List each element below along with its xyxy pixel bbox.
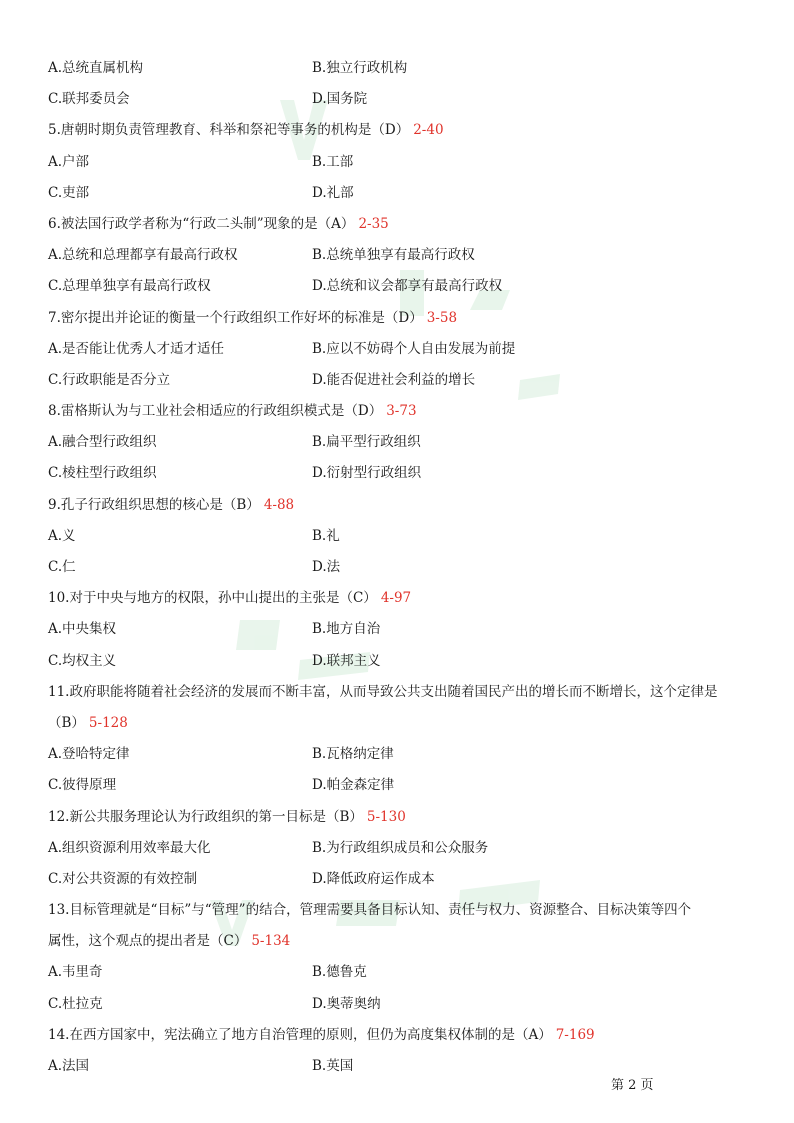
option-right: D.联邦主义 — [312, 652, 381, 669]
option-left: A.总统直属机构 — [48, 60, 144, 76]
option-row — [48, 365, 758, 396]
option-right: D.奥蒂奥纳 — [312, 995, 381, 1012]
question-text: 7.密尔提出并论证的衡量一个行政组织工作好坏的标准是（D） — [48, 309, 423, 326]
option-row — [48, 240, 758, 271]
question-stem — [48, 209, 758, 240]
option-row — [48, 770, 758, 801]
answer-reference: 4-97 — [380, 590, 412, 607]
answer-reference: 5-134 — [251, 933, 291, 950]
option-right: D.总统和议会都享有最高行政权 — [312, 278, 503, 295]
option-row — [48, 957, 758, 988]
question-stem — [48, 677, 758, 708]
option-row — [48, 614, 758, 645]
page-number: 第 2 页 — [611, 1078, 654, 1093]
option-right: B.德鲁克 — [312, 964, 367, 981]
question-text: 10.对于中央与地方的权限，孙中山提出的主张是（C） — [48, 590, 377, 607]
answer-reference: 2-40 — [413, 122, 444, 139]
option-row — [48, 646, 758, 677]
question-stem — [48, 303, 758, 334]
answer-reference: 7-169 — [555, 1026, 595, 1043]
option-right: B.英国 — [312, 1058, 354, 1074]
question-text: 14.在西方国家中，宪法确立了地方自治管理的原则，但仍为高度集权体制的是（A） — [48, 1026, 552, 1043]
question-text: 属性，这个观点的提出者是（C） — [48, 933, 248, 950]
option-right: B.工部 — [312, 153, 354, 170]
option-right: D.衍射型行政组织 — [312, 465, 422, 482]
question-stem — [48, 708, 758, 739]
question-list — [48, 53, 758, 1082]
question-text: 6.被法国行政学者称为“行政二头制”现象的是（A） — [48, 215, 355, 232]
option-row — [48, 739, 758, 770]
question-text: 11.政府职能将随着社会经济的发展而不断丰富，从而导致公共支出随着国民产出的增长而不断增长，这个定律是 — [48, 683, 718, 700]
option-left: A.总统和总理都享有最高行政权 — [48, 247, 238, 264]
option-row — [48, 53, 758, 84]
question-stem — [48, 802, 758, 833]
option-right: B.总统单独享有最高行政权 — [312, 247, 475, 264]
option-left: A.中央集权 — [48, 621, 117, 638]
option-right: B.为行政组织成员和公众服务 — [312, 839, 489, 856]
question-stem — [48, 396, 758, 427]
option-row — [48, 334, 758, 365]
option-left: A.户部 — [48, 153, 90, 170]
option-row — [48, 989, 758, 1020]
answer-reference: 2-35 — [358, 215, 389, 232]
option-left: C.联邦委员会 — [48, 91, 130, 108]
option-row — [48, 427, 758, 458]
question-text: 5.唐朝时期负责管理教育、科举和祭祀等事务的机构是（D） — [48, 122, 410, 139]
answer-reference: 3-58 — [426, 309, 458, 326]
option-left: C.杜拉克 — [48, 995, 103, 1012]
option-right: D.礼部 — [312, 184, 354, 201]
question-text: （B） — [48, 714, 85, 731]
question-stem — [48, 895, 758, 926]
question-stem — [48, 926, 758, 957]
option-left: A.融合型行政组织 — [48, 434, 157, 451]
answer-reference: 5-130 — [366, 808, 406, 825]
question-stem — [48, 490, 758, 521]
option-right: D.降低政府运作成本 — [312, 870, 435, 887]
option-left: C.仁 — [48, 559, 76, 575]
option-row — [48, 84, 758, 115]
option-left: A.登哈特定律 — [48, 746, 130, 763]
option-right: D.法 — [312, 559, 341, 575]
option-left: C.行政职能是否分立 — [48, 371, 171, 388]
question-text: 12.新公共服务理论认为行政组织的第一目标是（B） — [48, 808, 363, 825]
question-stem — [48, 583, 758, 614]
option-row — [48, 147, 758, 178]
option-left: C.均权主义 — [48, 652, 117, 669]
option-left: A.韦里奇 — [48, 964, 103, 981]
option-left: C.彼得原理 — [48, 777, 117, 794]
option-left: A.义 — [48, 527, 76, 544]
option-row — [48, 552, 758, 583]
option-right: D.帕金森定律 — [312, 777, 395, 794]
option-left: A.法国 — [48, 1058, 90, 1074]
option-row — [48, 178, 758, 209]
question-text: 9.孔子行政组织思想的核心是（B） — [48, 496, 260, 513]
option-left: A.是否能让优秀人才适才适任 — [48, 340, 225, 357]
option-row — [48, 521, 758, 552]
option-left: A.组织资源利用效率最大化 — [48, 839, 211, 856]
option-left: C.吏部 — [48, 184, 90, 201]
option-right: D.国务院 — [312, 91, 368, 108]
option-row — [48, 458, 758, 489]
question-stem — [48, 1020, 758, 1051]
question-text: 13.目标管理就是“目标”与“管理”的结合，管理需要具备目标认知、责任与权力、资源整合、目标决策等四个 — [48, 902, 692, 919]
option-row — [48, 864, 758, 895]
answer-reference: 3-73 — [386, 403, 417, 420]
option-right: B.瓦格纳定律 — [312, 746, 394, 763]
option-left: C.棱柱型行政组织 — [48, 465, 157, 482]
question-stem — [48, 115, 758, 146]
option-right: B.独立行政机构 — [312, 60, 408, 76]
option-right: D.能否促进社会利益的增长 — [312, 371, 476, 388]
option-right: B.应以不妨碍个人自由发展为前提 — [312, 340, 516, 357]
answer-reference: 5-128 — [88, 714, 128, 731]
option-right: B.扁平型行政组织 — [312, 434, 421, 451]
option-left: C.总理单独享有最高行政权 — [48, 278, 211, 295]
question-text: 8.雷格斯认为与工业社会相适应的行政组织模式是（D） — [48, 403, 383, 420]
option-row — [48, 271, 758, 302]
option-right: B.地方自治 — [312, 621, 381, 638]
option-right: B.礼 — [312, 527, 340, 544]
option-row — [48, 833, 758, 864]
option-left: C.对公共资源的有效控制 — [48, 870, 198, 887]
answer-reference: 4-88 — [263, 496, 295, 513]
